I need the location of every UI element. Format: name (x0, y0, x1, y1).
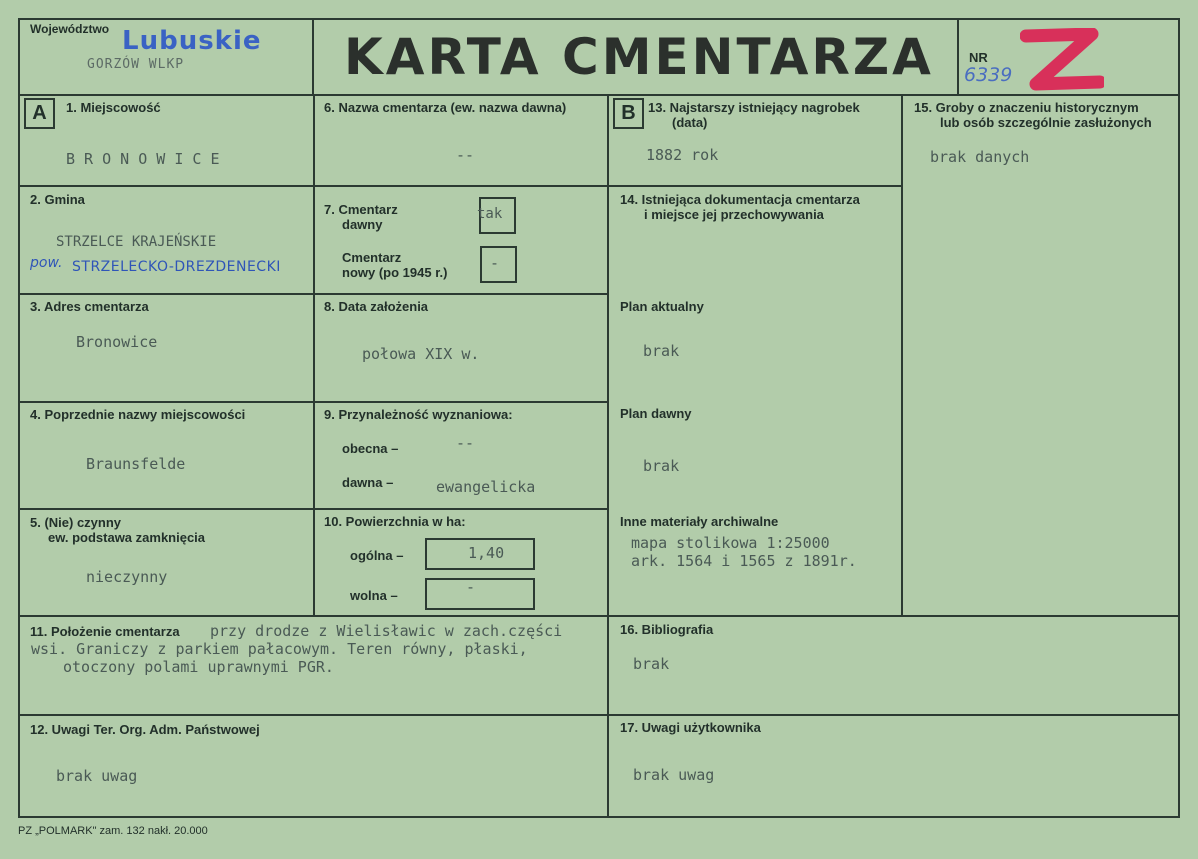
field-11-line-3: otoczony polami uprawnymi PGR. (63, 658, 334, 676)
plan-aktualny-label: Plan aktualny (620, 299, 704, 314)
field-12-label: 12. Uwagi Ter. Org. Adm. Państwowej (30, 722, 260, 737)
inne-materialy-line-1: mapa stolikowa 1:25000 (631, 534, 830, 552)
field-7-nowy-value: - (490, 254, 500, 272)
field-9-obecna-value: -- (456, 434, 475, 452)
frame-top (18, 18, 1180, 20)
field-2-handwritten-prefix: pow. (30, 255, 63, 271)
field-3-label: 3. Adres cmentarza (30, 299, 149, 314)
row-5 (18, 615, 1180, 617)
header-col-2 (957, 18, 959, 96)
printer-imprint: PZ „POLMARK" zam. 132 nakł. 20.000 (18, 825, 208, 837)
field-9-label: 9. Przynależność wyznaniowa: (324, 407, 513, 422)
row-2 (18, 293, 609, 295)
red-z-stamp (1020, 28, 1104, 92)
field-7-dawny-label-1: 7. Cmentarz (324, 202, 398, 217)
field-17-value: brak uwag (633, 766, 715, 784)
frame-bottom (18, 816, 1180, 818)
field-14-label-2: i miejsce jej przechowywania (644, 207, 824, 222)
field-16-value: brak (633, 655, 670, 673)
plan-dawny-value: brak (643, 457, 680, 475)
plan-dawny-label: Plan dawny (620, 406, 692, 421)
row-6 (18, 714, 1180, 716)
field-2-label: 2. Gmina (30, 192, 85, 207)
field-10-wolna-label: wolna – (350, 588, 398, 603)
field-2-handwritten-value: STRZELECKO-DREZDENECKI (72, 259, 281, 275)
nr-handwritten: 6339 (964, 64, 1013, 86)
field-15-label-1: 15. Groby o znaczeniu historycznym (914, 100, 1139, 115)
field-9-dawna-value: ewangelicka (436, 478, 536, 496)
field-6-label: 6. Nazwa cmentarza (ew. nazwa dawna) (324, 100, 567, 115)
field-14-label-1: 14. Istniejąca dokumentacja cmentarza (620, 192, 860, 207)
field-4-value: Braunsfelde (86, 455, 186, 473)
field-11-line-2: wsi. Graniczy z parkiem pałacowym. Teren równy, płaski, (31, 640, 528, 658)
field-1-value: B R O N O W I C E (66, 150, 220, 168)
nr-label: NR (969, 50, 988, 65)
field-13-label-1: 13. Najstarszy istniejący nagrobek (648, 100, 860, 115)
field-16-label: 16. Bibliografia (620, 622, 714, 637)
field-7-dawny-label-2: dawny (342, 217, 383, 232)
gorzow-stamp: GORZÓW WLKP (87, 57, 185, 72)
inne-materialy-label: Inne materiały archiwalne (620, 514, 779, 529)
section-b-badge: B (613, 98, 644, 129)
card-title: KARTA CMENTARZA (344, 28, 934, 86)
row-4 (18, 508, 609, 510)
inne-materialy-line-2: ark. 1564 i 1565 z 1891r. (631, 552, 857, 570)
field-9-obecna-label: obecna – (342, 441, 399, 456)
header-divider (18, 94, 1180, 96)
field-7-nowy-label-1: Cmentarz (342, 250, 402, 265)
field-10-ogolna-value: 1,40 (468, 544, 505, 562)
frame-left (18, 18, 20, 818)
col-a (313, 94, 315, 616)
field-15-label-2: lub osób szczególnie zasłużonych (940, 115, 1152, 130)
field-10-ogolna-label: ogólna – (350, 548, 404, 563)
field-2-value: STRZELCE KRAJEŃSKIE (56, 234, 217, 250)
frame-right (1178, 18, 1180, 818)
field-6-value: -- (456, 146, 475, 164)
section-a-badge: A (24, 98, 55, 129)
field-10-wolna-box (425, 578, 535, 610)
field-9-dawna-label: dawna – (342, 475, 394, 490)
field-7-dawny-value: tak (477, 206, 503, 222)
field-13-label-2: (data) (672, 115, 708, 130)
field-5-label-2: ew. podstawa zamknięcia (48, 530, 206, 545)
row-1 (18, 185, 609, 187)
field-4-label: 4. Poprzednie nazwy miejscowości (30, 407, 246, 422)
col-b (607, 94, 609, 816)
field-10-label: 10. Powierzchnia w ha: (324, 514, 466, 529)
col-c (901, 94, 903, 616)
header-col-1 (312, 18, 314, 96)
plan-aktualny-value: brak (643, 342, 680, 360)
row-3 (18, 401, 609, 403)
wojewodztwo-stamp: Lubuskie (122, 26, 262, 56)
wojewodztwo-label: Województwo (30, 22, 110, 36)
field-8-value: połowa XIX w. (362, 345, 480, 363)
field-10-wolna-value: - (466, 578, 476, 596)
field-12-value: brak uwag (56, 767, 138, 785)
field-5-label-1: 5. (Nie) czynny (30, 515, 122, 530)
field-1-label: 1. Miejscowość (66, 100, 161, 115)
field-15-value: brak danych (930, 148, 1030, 166)
field-17-label: 17. Uwagi użytkownika (620, 720, 761, 735)
field-11-line-1: przy drodze z Wielisławic w zach.części (210, 622, 563, 640)
field-7-nowy-label-2: nowy (po 1945 r.) (342, 265, 448, 280)
row-1b (607, 185, 903, 187)
field-13-value: 1882 rok (646, 146, 719, 164)
field-5-value: nieczynny (86, 568, 168, 586)
field-8-label: 8. Data założenia (324, 299, 429, 314)
field-3-value: Bronowice (76, 333, 158, 351)
field-11-label: 11. Położenie cmentarza (30, 624, 180, 639)
